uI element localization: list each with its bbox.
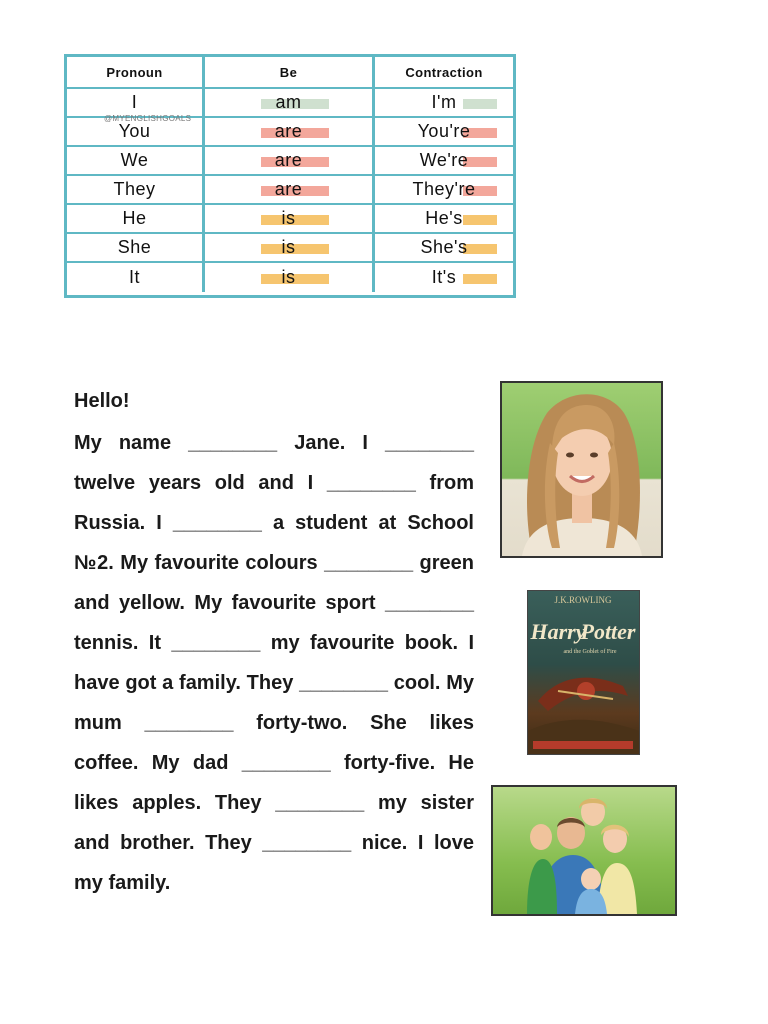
table-cell-pronoun-text: He xyxy=(122,208,147,228)
table-cell-be-text: are xyxy=(274,150,303,170)
table-header-be: Be xyxy=(205,57,375,89)
table-cell-pronoun-text: It xyxy=(128,267,140,287)
family-photo xyxy=(491,785,677,916)
book-title-potter: Potter xyxy=(580,619,636,644)
table-cell-be-text: are xyxy=(274,121,303,141)
watermark-text: @MYENGLISHGOALS xyxy=(104,114,192,123)
fill-in-the-blank-paragraph: My name ________ Jane. I ________ twelve years old and I ________ from Russia. I ________ a student at School №2. My favourite colours ________ green and yellow. My favourite sport ________ tennis. It ________ my favourite book. I have got a family. They ________ cool. My mum ________ forty-two. She likes coffee. My dad ________ forty-five. He likes apples. They ________ my sister and brother. They ________ nice. I love my family. xyxy=(74,432,474,894)
table-cell-contraction-text: You're xyxy=(417,121,471,141)
table-cell-contraction-text: I'm xyxy=(431,92,457,112)
table-cell-pronoun-text: I xyxy=(131,92,138,112)
table-cell-pronoun xyxy=(67,147,205,176)
table-cell-contraction xyxy=(375,205,513,234)
table-cell-be xyxy=(205,89,375,118)
table-cell-be xyxy=(205,147,375,176)
table-cell-be xyxy=(205,118,375,147)
table-cell-contraction-text: They're xyxy=(412,179,476,199)
book-subtitle: and the Goblet of Fire xyxy=(563,649,617,655)
table-cell-pronoun-text: They xyxy=(113,179,156,199)
table-cell-contraction xyxy=(375,263,513,292)
table-cell-contraction-text: He's xyxy=(425,208,463,228)
table-cell-be xyxy=(205,205,375,234)
table-cell-contraction xyxy=(375,89,513,118)
table-cell-be-text: is xyxy=(281,237,296,257)
table-cell-be-text: is xyxy=(281,208,296,228)
reading-passage xyxy=(74,381,474,903)
table-cell-pronoun xyxy=(67,234,205,263)
table-cell-contraction xyxy=(375,147,513,176)
table-cell-contraction-text: She's xyxy=(420,237,468,257)
table-cell-be xyxy=(205,234,375,263)
table-cell-contraction xyxy=(375,118,513,147)
book-author: J.K.ROWLING xyxy=(554,595,612,605)
table-cell-pronoun-text: You xyxy=(118,121,151,141)
greeting-text: Hello! xyxy=(74,390,130,412)
harry-potter-book-cover xyxy=(527,590,640,755)
girl-photo xyxy=(500,381,663,558)
table-cell-be-text: is xyxy=(281,267,296,287)
contraction-highlight-bar xyxy=(463,215,497,225)
table-cell-be-text: are xyxy=(274,179,303,199)
contraction-highlight-bar xyxy=(463,274,497,284)
table-cell-be xyxy=(205,176,375,205)
table-cell-contraction xyxy=(375,234,513,263)
table-cell-be xyxy=(205,263,375,292)
table-cell-pronoun-text: She xyxy=(117,237,152,257)
table-header-pronoun: Pronoun xyxy=(67,57,205,89)
pronoun-be-table xyxy=(64,54,516,298)
table-cell-pronoun-text: We xyxy=(120,150,149,170)
table-cell-contraction-text: We're xyxy=(419,150,469,170)
table-header-contraction: Contraction xyxy=(375,57,513,89)
book-title-harry: Harry xyxy=(530,619,586,644)
contraction-highlight-bar xyxy=(463,244,497,254)
table-cell-be-text: am xyxy=(275,92,302,112)
table-cell-pronoun xyxy=(67,205,205,234)
contraction-highlight-bar xyxy=(463,99,497,109)
table-cell-contraction xyxy=(375,176,513,205)
table-cell-pronoun xyxy=(67,176,205,205)
table-cell-pronoun xyxy=(67,263,205,292)
table-cell-contraction-text: It's xyxy=(431,267,457,287)
